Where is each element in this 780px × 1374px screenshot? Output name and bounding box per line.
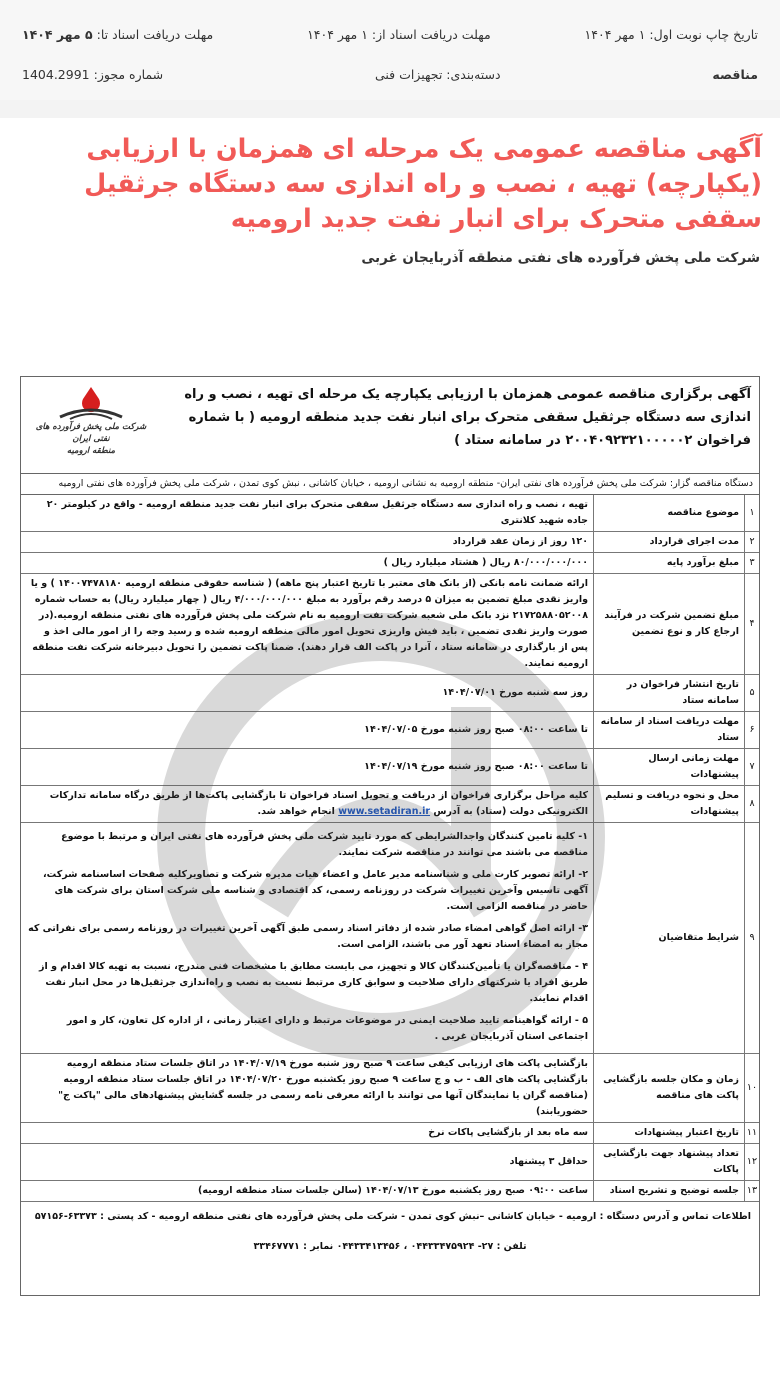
table-row: [21, 553, 759, 574]
logo-text-1: شرکت ملی پخش فرآورده های نفتی ایران: [35, 422, 147, 444]
cell-label: تعداد پیشنهاد جهت بازگشایی پاکات: [594, 1144, 745, 1181]
doc-from-date: مهلت دریافت اسناد از: ۱ مهر ۱۴۰۴: [307, 26, 491, 42]
table-row: ۱۰ زمان و مکان جلسه بازگشایی پاکت های مناقصه بازگشایی پاکت های ارزیابی کیفی ساعت ۹ صبح روز شنبه مورخ ۱۴۰۴/۰۷/۱۹ در اتاق جلسات ستاد منطقه ارومیه بازگشایی پاکت های الف - ب و ج ساعت ۹ صبح روز یکشنبه مورخ ۱۴۰۴/۰۷/۲۰ در اتاق جلسات ستاد منطقه ارومیه (مناقصه گران یا نمایندگان آنها می توانند با ارائه معرفی نامه رسمی در جلسه گشایش پیشنهادهای مالی "پاکت ج" حضوریابند): [21, 1054, 759, 1123]
condition-1: ۱- کلیه تامین کنندگان واجدالشرایطی که مورد تایید شرکت ملی پخش فرآورده های نفتی ایران و مرتبط با موضوع مناقصه می باشند می توانند در مناقصه شرکت نمایند.: [61, 831, 588, 858]
notice-title: آگهی برگزاری مناقصه عمومی همزمان با ارزیابی یکپارچه یک مرحله ای تهیه ، نصب و راه اندازی سه دستگاه جرثقیل سقفی متحرک برای انبار نفت جدید منطقه ارومیه ( با شماره فراخوان ۲۰۰۴۰۹۲۳۲۱۰۰۰۰۰۲ در سامانه ستاد ): [184, 387, 751, 448]
cell-value: ۱۲۰ روز از زمان عقد قرارداد: [21, 532, 594, 553]
cell-label: مهلت دریافت اسناد از سامانه ستاد: [594, 712, 745, 749]
cell-no: ۳: [745, 553, 760, 574]
cell-no: ۱۱: [745, 1123, 760, 1144]
contact-info: [21, 1202, 759, 1262]
cell-label: موضوع مناقصه: [594, 495, 745, 532]
cell-label: تاریخ اعتبار پیشنهادات: [594, 1123, 745, 1144]
doc-to-date: مهلت دریافت اسناد تا: ۵ مهر ۱۴۰۴: [22, 26, 214, 42]
logo-text-2: منطقه ارومیه: [66, 446, 116, 456]
cell-label: جلسه توضیح و تشریح اسناد: [594, 1181, 745, 1202]
organizer-line: دستگاه مناقصه گزار: شرکت ملی پخش فرآورده های نفتی ایران- منطقه ارومیه به نشانی ارومیه ، خیابان کاشانی ، نبش کوی تمدن ، شرکت ملی پخش فرآورده های نفتی ارومیه: [21, 474, 759, 495]
cell-label: مهلت زمانی ارسال پیشنهادات: [594, 749, 745, 786]
advertisement-image: [20, 376, 760, 1296]
opening-sessions: بازگشایی پاکت های ارزیابی کیفی ساعت ۹ صبح روز شنبه مورخ ۱۴۰۴/۰۷/۱۹ در اتاق جلسات ستاد منطقه ارومیه بازگشایی پاکت های الف - ب و ج ساعت ۹ صبح روز یکشنبه مورخ ۱۴۰۴/۰۷/۲۰ در اتاق جلسات ستاد منطقه ارومیه (مناقصه گران یا نمایندگان آنها می توانند با ارائه معرفی نامه رسمی در جلسه گشایش پیشنهادهای مالی "پاکت ج" حضوریابند): [21, 1054, 594, 1123]
cell-no: ۷: [745, 749, 760, 786]
submission-method: کلیه مراحل برگزاری فراخوان از دریافت و تحویل اسناد فراخوان تا بازگشایی پاکت‌ها از طریق درگاه سامانه تدارکات الکترونیکی دولت (ستاد) به آدرس www.setadiran.ir انجام خواهد شد.: [21, 786, 594, 823]
table-row: [21, 532, 759, 553]
table-row: [21, 712, 759, 749]
cell-value: ساعت ۰۹:۰۰ صبح روز یکشنبه مورخ ۱۴۰۴/۰۷/۱۳ (سالن جلسات ستاد منطقه ارومیه): [21, 1181, 594, 1202]
company-logo: [27, 385, 155, 469]
table-row: [21, 574, 759, 675]
meta-row-dates: [0, 14, 780, 54]
cell-no: ۲: [745, 532, 760, 553]
setadiran-link[interactable]: www.setadiran.ir: [338, 806, 431, 817]
cell-value: تهیه ، نصب و راه اندازی سه دستگاه جرثقیل سقفی متحرک برای انبار نفت جدید منطقه ارومیه - واقع در کیلومتر ۲۰ جاده شهید کلانتری: [21, 495, 594, 532]
condition-3: ۳- ارائه اصل گواهی امضاء صادر شده از دفاتر اسناد رسمی طبق آگهی آخرین تغییرات در روزنامه رسمی برای نفراتی که مجاز به امضاء اسناد تعهد آور می باشند، الزامی است.: [28, 923, 588, 950]
table-row: ۹ شرایط متقاضیان ۱- کلیه تامین کنندگان واجدالشرایطی که مورد تایید شرکت ملی پخش فرآورده های نفتی ایران و مرتبط با موضوع مناقصه می باشند می توانند در مناقصه شرکت نمایند. ۲- ارائه تصویر کارت ملی و شناسنامه مدیر عامل و اعضاء هیات مدیره شرکت و تصاویرکلیه صفحات اساسنامه شرکت، آگهی تاسیس وآخرین تغییرات شرکت در روزنامه رسمی، کد اقتصادی و شناسه ملی شرکت استان برای شرکت های حاضر در مناقصه الزامی است. ۳- ارائه اصل گواهی امضاء صادر شده از دفاتر اسناد رسمی طبق آگهی آخرین تغییرات در روزنامه رسمی برای نفراتی که مجاز به امضاء اسناد تعهد آور می باشند، الزامی است. ۴ - مناقصه‌گران یا تأمین‌کنندگان کالا و تجهیز، می بایست مطابق با مشخصات فنی مندرج، نسبت به تهیه کالا اقدام و از طریق افراد یا شرکتهای دارای صلاحیت و سوابق کاری مرتبط نسبت به نصب و راه‌اندازی جرثقیل‌ها در محل انبار نفت اقدام نمایند. ۵ - ارائه گواهینامه تایید صلاحیت ایمنی در موضوعات مرتبط و دارای اعتبار زمانی ، از اداره کل تعاون، کار و امور اجتماعی استان آذربایجان غربی .: [21, 823, 759, 1054]
tender-meta-card: [0, 0, 780, 100]
oil-company-logo-icon: [56, 385, 126, 421]
meta-row-info: [0, 54, 780, 94]
applicant-conditions: [21, 823, 594, 1054]
cell-label: مبلغ برآورد پایه: [594, 553, 745, 574]
cell-label: تاریخ انتشار فراخوان در سامانه ستاد: [594, 675, 745, 712]
notice-header: [21, 377, 759, 474]
condition-5: ۵ - ارائه گواهینامه تایید صلاحیت ایمنی در موضوعات مرتبط و دارای اعتبار زمانی ، از اداره کل تعاون، کار و امور اجتماعی استان آذربایجان غربی .: [66, 1015, 588, 1042]
table-row: ۸ محل و نحوه دریافت و تسلیم پیشنهادات کلیه مراحل برگزاری فراخوان از دریافت و تحویل اسناد فراخوان تا بازگشایی پاکت‌ها از طریق درگاه سامانه تدارکات الکترونیکی دولت (ستاد) به آدرس www.setadiran.ir انجام خواهد شد.: [21, 786, 759, 823]
tender-type: مناقصه: [712, 66, 758, 82]
table-row: [21, 1181, 759, 1202]
page-title: آگهی مناقصه عمومی یک مرحله ای همزمان با ارزیابی (یکپارچه) تهیه ، نصب و راه اندازی سه دستگاه جرثقیل سقفی متحرک برای انبار نفت جدید ارومیه: [84, 134, 762, 234]
cell-no: ۱۳: [745, 1181, 760, 1202]
table-row: [21, 675, 759, 712]
cell-value: تا ساعت ۰۸:۰۰ صبح روز شنبه مورخ ۱۴۰۴/۰۷/۰۵: [21, 712, 594, 749]
cell-no: ۵: [745, 675, 760, 712]
table-row: [21, 495, 759, 532]
cell-no: ۱۲: [745, 1144, 760, 1181]
company-name: شرکت ملی پخش فرآورده های نفتی منطقه آذربایجان غربی: [361, 250, 760, 266]
license-number: شماره مجوز: 1404.2991: [22, 66, 164, 82]
cell-no: ۴: [745, 574, 760, 675]
cell-no: ۱: [745, 495, 760, 532]
cell-value: سه ماه بعد از بازگشایی پاکات نرخ: [21, 1123, 594, 1144]
table-row: [21, 1144, 759, 1181]
cell-value: روز سه شنبه مورخ ۱۴۰۴/۰۷/۰۱: [21, 675, 594, 712]
condition-4: ۴ - مناقصه‌گران یا تأمین‌کنندگان کالا و تجهیز، می بایست مطابق با مشخصات فنی مندرج، نسبت به تهیه کالا اقدام و از طریق افراد یا شرکتهای دارای صلاحیت و سوابق کاری مرتبط نسبت به نصب و راه‌اندازی جرثقیل‌ها در محل انبار نفت اقدام نمایند.: [39, 961, 588, 1004]
cell-value: تا ساعت ۰۸:۰۰ صبح روز شنبه مورخ ۱۴۰۴/۰۷/۱۹: [21, 749, 594, 786]
cell-value: ۸۰/۰۰۰/۰۰۰/۰۰۰ ریال ( هشتاد میلیارد ریال ): [21, 553, 594, 574]
table-row: [21, 749, 759, 786]
tender-details-table: [21, 495, 759, 1202]
contact-address: اطلاعات تماس و آدرس دستگاه : ارومیه - خیابان کاشانی –نبش کوی تمدن - شرکت ملی پخش فرآورده های نفتی منطقه ارومیه - کد پستی : ۶۳۳۷۳-۵۷۱۵۶: [34, 1211, 751, 1222]
contact-phone: تلفن : ۲۷- ۰۴۴۳۳۴۷۵۹۲۴ ، ۰۴۴۳۳۴۱۳۴۵۶ نمابر : ۳۳۴۶۷۷۷۱: [253, 1241, 527, 1252]
cell-label: مدت اجرای قرارداد: [594, 532, 745, 553]
condition-2: ۲- ارائه تصویر کارت ملی و شناسنامه مدیر عامل و اعضاء هیات مدیره شرکت و تصاویرکلیه صفحات اساسنامه شرکت، آگهی تاسیس وآخرین تغییرات شرکت در روزنامه رسمی، کد اقتصادی و شناسه ملی شرکت استان برای شرکت های حاضر در مناقصه الزامی است.: [43, 869, 588, 912]
cell-value: حداقل ۳ پیشنهاد: [21, 1144, 594, 1181]
table-row: [21, 1123, 759, 1144]
cell-no: ۶: [745, 712, 760, 749]
print-date: تاریخ چاپ نوبت اول: ۱ مهر ۱۴۰۴: [584, 26, 758, 42]
cell-label: مبلغ تضمین شرکت در فرآیند ارجاع کار و نوع تضمین: [594, 574, 745, 675]
tender-category: دسته‌بندی: تجهیزات فنی: [374, 66, 501, 82]
cell-value: ارائه ضمانت نامه بانکی (از بانک های معتبر با تاریخ اعتبار پنج ماهه) ( شناسه حقوقی منطقه ارومیه ۱۴۰۰۷۴۷۸۱۸۰ ) و یا واریز نقدی مبلغ تضمین به میزان ۵ درصد رقم برآورد به مبلغ ۴/۰۰۰/۰۰۰/۰۰۰ ریال ( چهار میلیارد ریال) به حساب شماره ۲۱۷۲۵۸۸۰۵۲۰۰۸ نزد بانک ملی شعبه شرکت نفت ارومیه به نام شرکت ملی پخش فرآورده های نفتی منطقه ارومیه.(در صورت واریز نقدی تضمین ، باید فیش واریزی تحویل امور مالی منطقه ارومیه شده و رسید وجه را از امور مالی اخذ و پس از بارگذاری در سامانه ستاد ، آنرا در پاکت الف قرار دهند). ضمنا پاکت تضمین را تحویل دبیرخانه شرکت نفت منطقه ارومیه نمایند.: [21, 574, 594, 675]
tender-content-card: [0, 118, 780, 1374]
